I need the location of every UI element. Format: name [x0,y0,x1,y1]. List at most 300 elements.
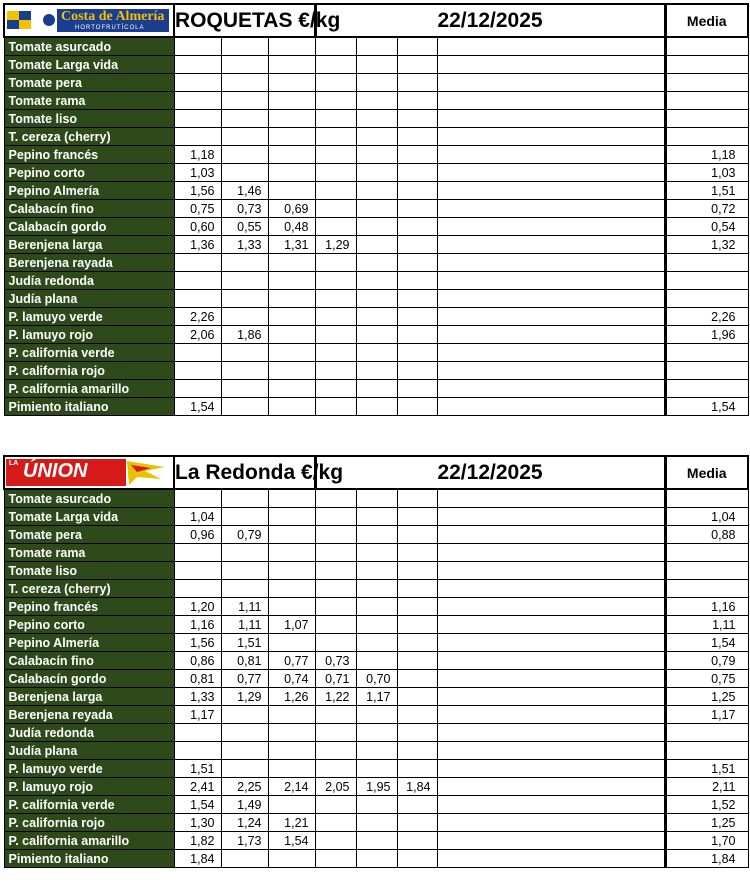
product-name: P. california rojo [4,814,174,832]
product-name: T. cereza (cherry) [4,580,174,598]
product-name: Judía plana [4,742,174,760]
price-cell [397,308,437,326]
la-union-logo [5,457,173,488]
table-row [4,742,748,760]
price-cell [174,742,221,760]
media-cell: 1,11 [665,616,748,634]
price-cell [315,272,356,290]
logo-wordmark: Costa de Almería [61,9,165,24]
price-table [3,3,749,416]
price-cell [397,272,437,290]
extra-price-cell [437,254,665,272]
table-row [4,37,748,56]
price-cell [268,526,315,544]
price-cell [315,74,356,92]
price-cell [356,634,397,652]
table-row [4,598,748,616]
price-cell [397,56,437,74]
table-row [4,56,748,74]
price-cell [174,290,221,308]
price-cell [221,580,268,598]
price-cell [315,489,356,508]
price-cell [397,670,437,688]
extra-price-cell [437,526,665,544]
price-cell [397,380,437,398]
extra-price-cell [437,218,665,236]
price-cell [356,182,397,200]
price-cell [315,634,356,652]
price-cell [174,272,221,290]
table-row [4,814,748,832]
price-cell [397,634,437,652]
price-cell [356,832,397,850]
media-cell: 1,03 [665,164,748,182]
extra-price-cell [437,56,665,74]
market-title: ROQUETAS €/kg [174,4,315,37]
extra-price-cell [437,760,665,778]
logo-prefix: LA [9,460,19,467]
price-cell: 1,51 [221,634,268,652]
price-cell [268,380,315,398]
price-cell: 0,48 [268,218,315,236]
table-row [4,778,748,796]
price-cell: 1,82 [174,832,221,850]
media-cell [665,56,748,74]
price-cell [356,74,397,92]
price-cell [221,128,268,146]
price-cell [397,489,437,508]
price-cell: 0,60 [174,218,221,236]
media-cell: 0,88 [665,526,748,544]
price-cell: 1,26 [268,688,315,706]
price-cell [174,37,221,56]
price-cell [356,128,397,146]
media-cell: 0,54 [665,218,748,236]
media-cell: 1,54 [665,398,748,416]
product-name: Pepino francés [4,598,174,616]
price-cell: 1,51 [174,760,221,778]
price-cell [315,850,356,868]
media-cell [665,562,748,580]
extra-price-cell [437,489,665,508]
price-cell: 1,11 [221,598,268,616]
price-cell [221,164,268,182]
price-cell: 0,81 [174,670,221,688]
extra-price-cell [437,580,665,598]
price-cell [315,742,356,760]
table-row [4,580,748,598]
price-cell [356,580,397,598]
price-cell [356,326,397,344]
price-cell [397,706,437,724]
price-cell: 0,73 [221,200,268,218]
price-cell: 0,73 [315,652,356,670]
price-cell [268,706,315,724]
price-cell [221,362,268,380]
price-cell [221,544,268,562]
product-name: Berenjena reyada [4,706,174,724]
price-cell: 1,33 [221,236,268,254]
price-cell [315,128,356,146]
media-cell: 1,25 [665,688,748,706]
media-cell: 2,11 [665,778,748,796]
price-cell [315,146,356,164]
price-cell [221,850,268,868]
price-cell: 0,96 [174,526,221,544]
price-cell [397,652,437,670]
price-cell [268,544,315,562]
price-cell [174,544,221,562]
product-name: Calabacín gordo [4,670,174,688]
product-name: Tomate Larga vida [4,56,174,74]
price-cell [397,236,437,254]
price-cell: 1,22 [315,688,356,706]
media-cell [665,128,748,146]
price-cell [315,526,356,544]
media-cell: 1,96 [665,326,748,344]
product-name: P. california verde [4,344,174,362]
product-name: P. lamuyo verde [4,760,174,778]
price-cell [397,526,437,544]
price-cell: 0,55 [221,218,268,236]
price-cell: 0,86 [174,652,221,670]
price-cell [397,598,437,616]
price-cell [315,290,356,308]
extra-price-cell [437,544,665,562]
product-name: Tomate pera [4,526,174,544]
price-cell [315,344,356,362]
price-cell [397,128,437,146]
table-row [4,110,748,128]
media-cell: 0,72 [665,200,748,218]
extra-price-cell [437,37,665,56]
price-cell [221,724,268,742]
price-cell: 1,46 [221,182,268,200]
product-name: Pepino corto [4,616,174,634]
table-row [4,398,748,416]
price-cell [315,37,356,56]
product-name: Tomate Larga vida [4,508,174,526]
price-cell [315,544,356,562]
table-row [4,562,748,580]
price-cell: 0,69 [268,200,315,218]
table-row [4,670,748,688]
price-cell [315,760,356,778]
price-cell [356,544,397,562]
la-redonda-price-board [3,455,747,868]
extra-price-cell [437,326,665,344]
price-cell [315,562,356,580]
price-cell [174,580,221,598]
table-row [4,652,748,670]
media-cell [665,344,748,362]
price-cell [268,580,315,598]
price-cell [397,580,437,598]
price-cell [356,508,397,526]
price-cell [315,380,356,398]
product-name: P. california amarillo [4,832,174,850]
price-cell [315,796,356,814]
price-cell [174,56,221,74]
price-cell [356,724,397,742]
price-cell: 1,30 [174,814,221,832]
price-cell [315,110,356,128]
media-cell [665,362,748,380]
price-cell [221,37,268,56]
price-cell [315,598,356,616]
price-cell: 2,26 [174,308,221,326]
price-cell [174,110,221,128]
price-cell [356,37,397,56]
price-cell: 1,20 [174,598,221,616]
price-cell [397,110,437,128]
product-name: Tomate rama [4,92,174,110]
media-cell [665,110,748,128]
table-row [4,74,748,92]
price-cell [397,326,437,344]
price-cell [174,128,221,146]
price-cell [268,37,315,56]
price-cell [221,146,268,164]
extra-price-cell [437,272,665,290]
price-cell [356,742,397,760]
table-row [4,508,748,526]
price-cell [356,236,397,254]
price-cell [221,92,268,110]
table-row [4,92,748,110]
price-cell [221,760,268,778]
media-cell [665,254,748,272]
media-cell [665,380,748,398]
price-cell [315,92,356,110]
product-name: P. lamuyo rojo [4,326,174,344]
extra-price-cell [437,850,665,868]
price-cell [356,850,397,868]
price-cell: 2,05 [315,778,356,796]
price-cell [397,362,437,380]
price-cell [268,56,315,74]
product-name: Pimiento italiano [4,398,174,416]
extra-price-cell [437,236,665,254]
price-cell: 0,75 [174,200,221,218]
price-cell [221,74,268,92]
extra-price-cell [437,290,665,308]
table-row [4,489,748,508]
price-cell: 0,70 [356,670,397,688]
logo-wordmark: ÚNION [23,460,88,482]
price-cell [397,398,437,416]
price-cell: 1,54 [174,398,221,416]
price-cell: 1,03 [174,164,221,182]
price-cell [315,616,356,634]
logo-cell [4,4,174,37]
table-row [4,254,748,272]
price-cell: 1,33 [174,688,221,706]
price-cell: 1,16 [174,616,221,634]
logo-cell [4,456,174,489]
price-cell [221,489,268,508]
price-cell [221,380,268,398]
extra-price-cell [437,670,665,688]
extra-price-cell [437,706,665,724]
price-date: 22/12/2025 [315,456,665,489]
product-name: Judía redonda [4,272,174,290]
price-cell [268,724,315,742]
media-cell: 0,79 [665,652,748,670]
price-cell: 1,49 [221,796,268,814]
extra-price-cell [437,92,665,110]
price-cell: 1,36 [174,236,221,254]
extra-price-cell [437,74,665,92]
media-cell: 1,04 [665,508,748,526]
media-cell: 1,51 [665,760,748,778]
price-cell [356,56,397,74]
media-cell [665,580,748,598]
table-row [4,308,748,326]
product-name: Calabacín fino [4,652,174,670]
price-cell [356,652,397,670]
media-cell: 1,32 [665,236,748,254]
media-cell [665,290,748,308]
price-cell [397,200,437,218]
table-row [4,616,748,634]
product-name: P. california amarillo [4,380,174,398]
product-name: Tomate asurcado [4,489,174,508]
media-header: Media [665,4,748,37]
costa-de-almeria-logo [5,5,173,36]
price-cell: 1,95 [356,778,397,796]
price-cell [221,508,268,526]
media-cell [665,272,748,290]
price-cell [174,562,221,580]
price-cell [356,218,397,236]
extra-price-cell [437,308,665,326]
media-cell: 1,54 [665,634,748,652]
price-cell [315,308,356,326]
price-cell [221,290,268,308]
table-row [4,236,748,254]
product-name: P. lamuyo rojo [4,778,174,796]
price-cell: 1,07 [268,616,315,634]
table-row [4,796,748,814]
price-cell [315,326,356,344]
media-cell: 2,26 [665,308,748,326]
price-cell: 1,24 [221,814,268,832]
price-cell [315,706,356,724]
price-cell [221,254,268,272]
price-cell: 1,21 [268,814,315,832]
extra-price-cell [437,814,665,832]
price-cell [221,56,268,74]
media-cell [665,489,748,508]
price-cell [268,128,315,146]
price-cell [221,562,268,580]
media-cell: 1,51 [665,182,748,200]
price-cell [356,92,397,110]
extra-price-cell [437,110,665,128]
price-cell [174,344,221,362]
table-header [4,4,748,37]
table-row [4,380,748,398]
price-cell [174,489,221,508]
price-cell [356,796,397,814]
price-cell [315,508,356,526]
price-cell [397,814,437,832]
price-cell [356,562,397,580]
price-cell [397,508,437,526]
price-cell [268,164,315,182]
price-cell: 1,29 [221,688,268,706]
price-cell [268,760,315,778]
price-cell: 1,11 [221,616,268,634]
price-cell [356,200,397,218]
price-cell [315,580,356,598]
product-name: Tomate liso [4,562,174,580]
table-row [4,850,748,868]
extra-price-cell [437,832,665,850]
table-row [4,128,748,146]
price-cell: 1,84 [174,850,221,868]
product-name: Calabacín fino [4,200,174,218]
price-cell: 2,41 [174,778,221,796]
price-cell [356,489,397,508]
price-cell [356,814,397,832]
price-cell [174,724,221,742]
price-cell [221,272,268,290]
price-cell: 0,81 [221,652,268,670]
price-cell [397,92,437,110]
price-cell [315,218,356,236]
price-cell [268,562,315,580]
table-row [4,760,748,778]
price-cell [315,200,356,218]
price-cell [397,832,437,850]
price-cell: 1,17 [356,688,397,706]
price-cell [356,344,397,362]
product-name: Judía plana [4,290,174,308]
price-cell [268,146,315,164]
price-cell [174,362,221,380]
media-cell [665,92,748,110]
price-cell: 1,56 [174,634,221,652]
price-cell [397,742,437,760]
price-cell [268,398,315,416]
table-row [4,706,748,724]
table-row [4,326,748,344]
price-cell: 1,29 [315,236,356,254]
price-cell [397,760,437,778]
price-cell [397,850,437,868]
price-cell [356,760,397,778]
extra-price-cell [437,688,665,706]
price-cell [174,380,221,398]
price-cell [356,290,397,308]
extra-price-cell [437,796,665,814]
extra-price-cell [437,778,665,796]
table-row [4,290,748,308]
price-cell: 1,56 [174,182,221,200]
price-cell [221,344,268,362]
product-name: P. california rojo [4,362,174,380]
price-cell [174,254,221,272]
product-name: Tomate asurcado [4,37,174,56]
price-cell: 0,77 [268,652,315,670]
product-name: Calabacín gordo [4,218,174,236]
price-cell [268,362,315,380]
extra-price-cell [437,164,665,182]
price-table [3,455,749,868]
table-row [4,164,748,182]
